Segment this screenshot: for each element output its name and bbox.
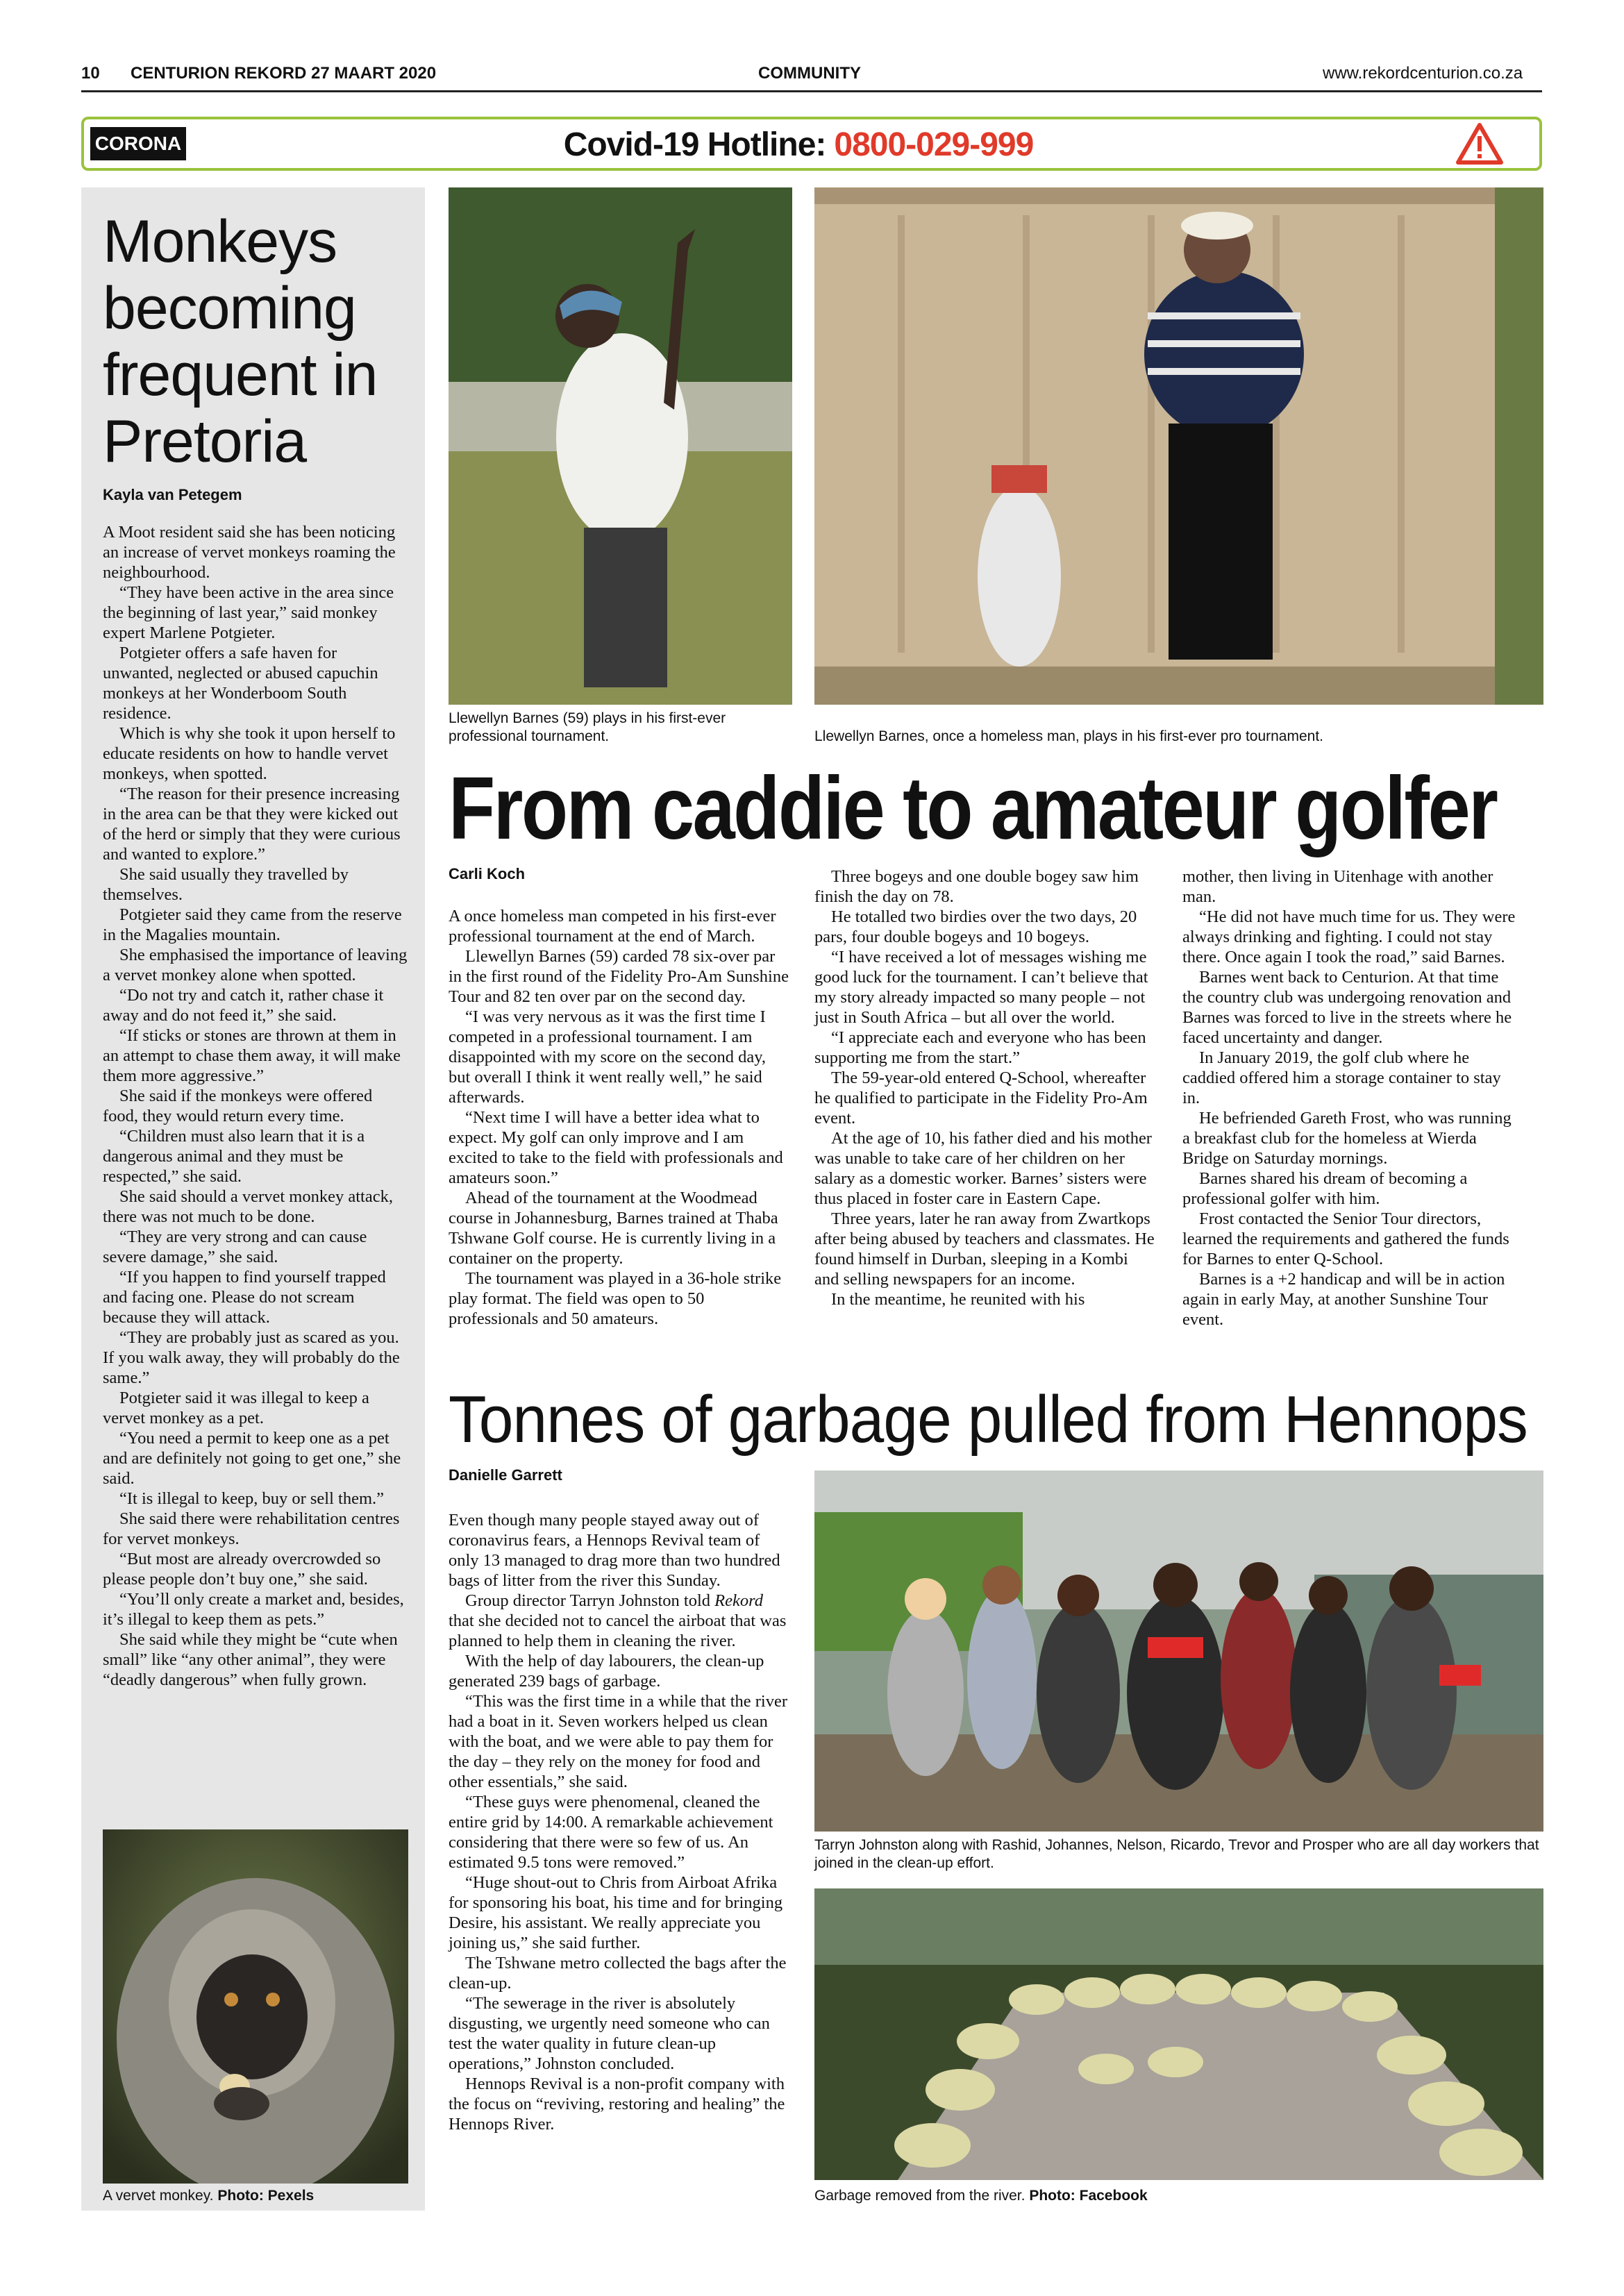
paragraph: “If you happen to find yourself trapped and facing one. Please do not scream because they will attack.: [103, 1268, 386, 1327]
paragraph: She said usually they travelled by themselves.: [103, 865, 349, 904]
golfer-column-3: [1182, 866, 1523, 1330]
website-link[interactable]: www.rekordcenturion.co.za: [1323, 64, 1523, 83]
paragraph: Ahead of the tournament at the Woodmead course in Johannesburg, Barnes trained at Thaba Tshwane Golf course. He is currently living in a container on the property.: [449, 1189, 778, 1268]
paragraph: Potgieter said they came from the reserve in the Magalies mountain.: [103, 905, 402, 944]
paragraph: Barnes is a +2 handicap and will be in action again in early May, at another Sunshine Tour event.: [1182, 1270, 1505, 1329]
garbage-caption-text: Garbage removed from the river.: [814, 2188, 1026, 2204]
paragraph: “If sticks or stones are thrown at them in an attempt to chase them away, it will make them more aggressive.”: [103, 1026, 401, 1085]
paragraph: “The sewerage in the river is absolutely disgusting, we urgently need someone who can test the water quality in future clean-up operations,” Johnston concluded.: [449, 1994, 770, 2073]
monkey-caption-text: A vervet monkey.: [103, 2188, 214, 2204]
paragraph: Potgieter said it was illegal to keep a vervet monkey as a pet.: [103, 1389, 369, 1427]
page-number: 10: [81, 64, 100, 83]
garbage-bags-photo: [814, 1888, 1543, 2180]
hennops-headline: Tonnes of garbage pulled from Hennops: [449, 1382, 1527, 1457]
paragraph: “They are very strong and can cause severe damage,” she said.: [103, 1227, 367, 1266]
paragraph: Hennops Revival is a non-profit company with the focus on “reviving, restoring and healing” the Hennops River.: [449, 2075, 785, 2134]
monkey-photo-caption: [103, 2187, 408, 2205]
paragraph: Barnes shared his dream of becoming a professional golfer with him.: [1182, 1169, 1468, 1208]
monkey-photo-credit: Photo: Pexels: [217, 2188, 315, 2204]
paragraph: “They are probably just as scared as you. If you walk away, they will probably do the same.”: [103, 1328, 400, 1387]
golfer-container-photo: [814, 187, 1543, 705]
corona-tag: CORONA: [90, 127, 186, 160]
hotline-label: Covid-19 Hotline:: [563, 126, 826, 163]
golfer-swing-caption: Llewellyn Barnes (59) plays in his first-ever professional tournament.: [449, 710, 726, 744]
golfer-column-1: [449, 906, 789, 1329]
paragraph: “The reason for their presence increasing in the area can be that they were kicked out of the herd or simply that they were curious and wanted to explore.”: [103, 785, 401, 864]
paragraph: At the age of 10, his father died and his mother was unable to take care of her children on her salary as a domestic worker. Barnes’ sisters were thus placed in foster care in Eastern Cape.: [814, 1129, 1152, 1208]
header-rule: [81, 90, 1542, 92]
paragraph: Barnes went back to Centurion. At that time the country club was undergoing renovation and Barnes was forced to live in the streets where he faced uncertainty and danger.: [1182, 968, 1512, 1047]
paragraph: “I have received a lot of messages wishing me good luck for the tournament. I can’t believe that my story already impacted so many people – not just in South Africa – but all over the world.: [814, 948, 1148, 1027]
paragraph: “Huge shout-out to Chris from Airboat Afrika for sponsoring his boat, his time and for bringing Desire, his assistant. We really appreciate you joining us,” she said further.: [449, 1873, 783, 1952]
paragraph: “Children must also learn that it is a dangerous animal and they must be respected,” she said.: [103, 1127, 365, 1186]
paragraph: “I was very nervous as it was the first time I competed in a professional tournament. I am disappointed with my score on the second day, but overall I think it went really well,” he said afterwards.: [449, 1007, 767, 1107]
golfer-column-2: [814, 866, 1155, 1309]
paragraph: In January 2019, the golf club where he caddied offered him a storage container to stay in.: [1182, 1048, 1501, 1107]
paragraph: She said if the monkeys were offered food, they would return every time.: [103, 1087, 373, 1125]
golfer-headline: From caddie to amateur golfer: [449, 759, 1497, 858]
garbage-photo-caption: [814, 2187, 1543, 2205]
paragraph: In the meantime, he reunited with his: [831, 1290, 1085, 1309]
paragraph: Three years, later he ran away from Zwartkops after being abused by teachers and classmates. He found himself in Durban, sleeping in a Kombi and selling newspapers for an income.: [814, 1209, 1155, 1289]
paragraph: Three bogeys and one double bogey saw him finish the day on 78.: [814, 867, 1139, 906]
paragraph: The Tshwane metro collected the bags after the clean-up.: [449, 1954, 787, 1993]
paragraph: “You need a permit to keep one as a pet and are definitely not going to get one,” she said.: [103, 1429, 401, 1488]
paragraph: Potgieter offers a safe haven for unwanted, neglected or abused capuchin monkeys at her Wonderboom South residence.: [103, 644, 378, 723]
hennops-byline: Danielle Garrett: [449, 1466, 562, 1484]
paragraph: “You’ll only create a market and, besides, it’s illegal to keep them as pets.”: [103, 1590, 404, 1629]
paragraph: “I appreciate each and everyone who has been supporting me from the start.”: [814, 1028, 1146, 1067]
golfer-swing-photo: [449, 187, 792, 705]
hotline-number[interactable]: 0800-029-999: [834, 126, 1034, 163]
paragraph: Frost contacted the Senior Tour directors, learned the requirements and gathered the funds for Barnes to enter Q-School.: [1182, 1209, 1509, 1268]
paragraph: Even though many people stayed away out of coronavirus fears, a Hennops Revival team of only 13 managed to drag more than two hundred bags of litter from the river this Sunday.: [449, 1511, 780, 1590]
monkeys-headline: Monkeys becoming frequent in Pretoria: [103, 208, 378, 475]
paragraph: Group director Tarryn Johnston told Rekord that she decided not to cancel the airboat that was planned to help them in cleaning the river.: [449, 1591, 787, 1650]
paragraph: She said should a vervet monkey attack, there was not much to be done.: [103, 1187, 393, 1226]
paragraph: “They have been active in the area since the beginning of last year,” said monkey expert Marlene Potgieter.: [103, 583, 394, 642]
paragraph: Llewellyn Barnes (59) carded 78 six-over par in the first round of the Fidelity Pro-Am Sunshine Tour and 82 ten over par on the second day.: [449, 947, 789, 1006]
paragraph: Which is why she took it upon herself to educate residents on how to handle vervet monkeys, when spotted.: [103, 724, 396, 783]
paragraph: “Do not try and catch it, rather chase it away and do not feed it,” she said.: [103, 986, 384, 1025]
paragraph: “Next time I will have a better idea what to expect. My golf can only improve and I am excited to take to the field with professionals and amateurs soon.”: [449, 1108, 783, 1187]
golfer-byline: Carli Koch: [449, 865, 526, 882]
paragraph: She said while they might be “cute when small” like “any other animal”, they were “deadly dangerous” when fully grown.: [103, 1630, 398, 1689]
paragraph: The 59-year-old entered Q-School, whereafter he qualified to participate in the Fidelity Pro-Am event.: [814, 1069, 1148, 1128]
paragraph: “This was the first time in a while that the river had a boat in it. Seven workers helped us clean with the boat, and we were able to pay them for the day – they rely on the money for food and other essentials,” she said.: [449, 1692, 788, 1791]
paragraph: He befriended Gareth Frost, who was running a breakfast club for the homeless at Wierda Bridge on Saturday mornings.: [1182, 1109, 1512, 1168]
golfer-container-caption: Llewellyn Barnes, once a homeless man, plays in his first-ever pro tournament.: [814, 728, 1324, 744]
paragraph: She said there were rehabilitation centres for vervet monkeys.: [103, 1509, 400, 1548]
hotline-text: [486, 124, 1111, 165]
warning-triangle-icon: [1455, 122, 1504, 165]
paragraph: A Moot resident said she has been noticing an increase of vervet monkeys roaming the neighbourhood.: [103, 523, 396, 582]
paragraph: A once homeless man competed in his first-ever professional tournament at the end of March.: [449, 907, 776, 946]
paragraph: “He did not have much time for us. They were always drinking and fighting. I could not stay there. Once again I took the road,” said Barnes.: [1182, 907, 1516, 966]
cleanup-team-caption: Tarryn Johnston along with Rashid, Johannes, Nelson, Ricardo, Trevor and Prosper who are all day workers that joined in the clean-up effort.: [814, 1837, 1539, 1871]
monkeys-article-body: [103, 522, 408, 1690]
hennops-article-body: [449, 1510, 789, 2134]
paragraph: The tournament was played in a 36-hole strike play format. The field was open to 50 professionals and 50 amateurs.: [449, 1269, 782, 1328]
paragraph: “But most are already overcrowded so please people don’t buy one,” she said.: [103, 1550, 381, 1589]
paragraph: mother, then living in Uitenhage with another man.: [1182, 867, 1493, 906]
paragraph: With the help of day labourers, the clean-up generated 239 bags of garbage.: [449, 1652, 764, 1691]
paragraph: “These guys were phenomenal, cleaned the entire grid by 14:00. A remarkable achievement considering that there were so few of us. An estimated 9.5 tons were removed.”: [449, 1793, 773, 1872]
paragraph: “It is illegal to keep, buy or sell them.”: [119, 1489, 385, 1508]
cleanup-team-photo: [814, 1470, 1543, 1832]
vervet-monkey-photo: [103, 1829, 408, 2184]
garbage-photo-credit: Photo: Facebook: [1029, 2188, 1148, 2204]
paragraph: He totalled two birdies over the two days, 20 pars, four double bogeys and 10 bogeys.: [814, 907, 1137, 946]
monkeys-byline: Kayla van Petegem: [103, 486, 242, 503]
section-name: COMMUNITY: [758, 64, 861, 83]
publication-date: CENTURION REKORD 27 MAART 2020: [131, 64, 437, 83]
paragraph: She emphasised the importance of leaving a vervet monkey alone when spotted.: [103, 946, 408, 984]
